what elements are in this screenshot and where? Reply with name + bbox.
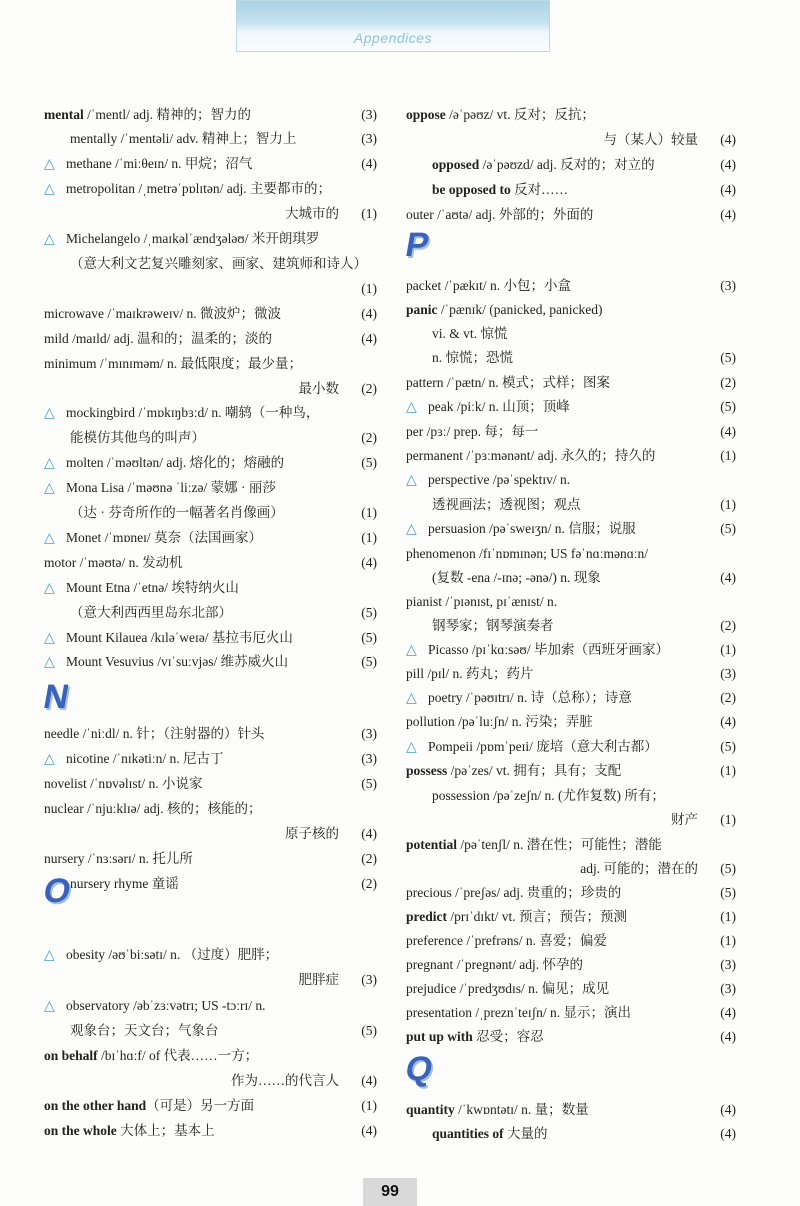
entry-text: /pəˈtenʃl/ n. 潜在性；可能性；潜能 <box>457 837 662 852</box>
entry-headword: quantity <box>406 1102 455 1117</box>
entry-unit: (5) <box>361 1023 377 1038</box>
entry-text: （意大利文艺复兴雕刻家、画家、建筑师和诗人） <box>70 256 367 271</box>
entry-text: （达 · 芬奇所作的一幅著名肖像画） <box>70 505 284 520</box>
entry-text: 忍受；容忍 <box>472 1029 544 1044</box>
triangle-icon: △ <box>44 456 55 471</box>
entry-unit: (1) <box>361 505 377 520</box>
entry-unit: (4) <box>361 331 377 346</box>
entry-headword: potential <box>406 837 458 852</box>
entry-text: /ˈkwɒntətɪ/ n. 量；数量 <box>454 1102 589 1117</box>
entry-unit: (2) <box>361 381 377 396</box>
entry-unit: (2) <box>720 618 736 633</box>
entry-text: pregnant /ˈpregnənt/ adj. 怀孕的 <box>406 957 583 972</box>
entry-text: methane /ˈmiːθeɪn/ n. 甲烷；沼气 <box>66 156 253 171</box>
entry-headword: panic <box>406 302 438 317</box>
entry-text: 反对…… <box>510 182 569 197</box>
entry-unit: (4) <box>720 424 736 439</box>
entry-unit: (4) <box>720 182 736 197</box>
entry-unit: (4) <box>361 1073 377 1088</box>
entry-unit: (1) <box>720 497 736 512</box>
entry-text: nursery rhyme 童谣 <box>70 876 179 891</box>
section-letter-n: N <box>40 678 72 716</box>
entry-unit: (1) <box>720 933 736 948</box>
triangle-icon: △ <box>44 481 55 496</box>
entry-text: /ˈpænɪk/ (panicked, panicked) <box>437 302 603 317</box>
entry-text: phenomenon /fɪˈnɒmɪnən; US fəˈnɑːmənɑːn/ <box>406 546 649 561</box>
entry-text: 最小数 <box>298 381 339 396</box>
entry-text: /əˈpəʊzd/ adj. 反对的；对立的 <box>479 157 655 172</box>
entry-headword: on the other hand <box>44 1098 147 1113</box>
triangle-icon: △ <box>406 643 417 658</box>
entry-unit: (1) <box>720 763 736 778</box>
triangle-icon: △ <box>44 752 55 767</box>
entry-unit: (1) <box>361 530 377 545</box>
entry-text: obesity /əʊˈbiːsətɪ/ n. （过度）肥胖； <box>66 947 279 962</box>
entry-text: /prɪˈdɪkt/ vt. 预言；预告；预测 <box>447 909 627 924</box>
entry-text: （意大利西西里岛东北部） <box>70 605 232 620</box>
banner-title: Appendices <box>353 30 433 46</box>
triangle-icon: △ <box>44 182 55 197</box>
entry-unit: (4) <box>720 1126 736 1141</box>
entry-unit: (3) <box>361 107 377 122</box>
entry-headword: opposed <box>432 157 480 172</box>
entry-text: vi. & vt. 惊慌 <box>432 326 508 341</box>
entry-unit: (3) <box>720 981 736 996</box>
entry-unit: (4) <box>361 156 377 171</box>
entry-unit: (4) <box>361 1123 377 1138</box>
triangle-icon: △ <box>44 948 55 963</box>
entry-text: 大量的 <box>503 1126 548 1141</box>
entry-unit: (4) <box>720 1102 736 1117</box>
entry-text: perspective /pəˈspektɪv/ n. <box>428 472 571 487</box>
entry-unit: (4) <box>720 132 736 147</box>
section-letter-q: Q <box>402 1050 436 1088</box>
entry-unit: (5) <box>361 605 377 620</box>
entry-headword: on the whole <box>44 1123 117 1138</box>
entry-unit: (3) <box>720 278 736 293</box>
entry-text: mentally /ˈmentəli/ adv. 精神上；智力上 <box>70 131 297 146</box>
entry-unit: (4) <box>720 1005 736 1020</box>
entry-text: Mount Kilauea /kɪləˈweɪə/ 基拉韦厄火山 <box>66 630 293 645</box>
entry-text: nuclear /ˈnjuːklɪə/ adj. 核的；核能的； <box>44 801 262 816</box>
entry-text: permanent /ˈpɜːmənənt/ adj. 永久的；持久的 <box>406 448 656 463</box>
entry-text: precious /ˈpreʃəs/ adj. 贵重的；珍贵的 <box>406 885 622 900</box>
entry-unit: (5) <box>720 521 736 536</box>
entry-text: 钢琴家；钢琴演奏者 <box>432 618 554 633</box>
triangle-icon: △ <box>406 522 417 537</box>
entry-text: 能模仿其他鸟的叫声） <box>70 430 205 445</box>
entry-text: per /pɜː/ prep. 每；每一 <box>406 424 539 439</box>
entry-text: 大体上；基本上 <box>116 1123 215 1138</box>
entry-unit: (3) <box>361 131 377 146</box>
triangle-icon: △ <box>406 691 417 706</box>
entry-text: Mount Etna /ˈetnə/ 埃特纳火山 <box>66 580 239 595</box>
entry-text: peak /piːk/ n. 山顶；顶峰 <box>428 399 570 414</box>
entry-unit: (3) <box>361 726 377 741</box>
appendices-banner <box>236 0 550 52</box>
entry-unit: (1) <box>361 281 377 296</box>
entry-text: Monet /ˈmɒneɪ/ 莫奈（法国画家） <box>66 530 263 545</box>
entry-text: prejudice /ˈpredʒʊdɪs/ n. 偏见；成见 <box>406 981 610 996</box>
entry-text: nursery /ˈnɜːsərɪ/ n. 托儿所 <box>44 851 193 866</box>
entry-text: Mona Lisa /ˈməʊnə ˈliːzə/ 蒙娜 · 丽莎 <box>66 480 276 495</box>
entry-headword: quantities of <box>432 1126 504 1141</box>
entry-unit: (1) <box>720 642 736 657</box>
entry-unit: (1) <box>361 1098 377 1113</box>
entry-text: /bɪˈhɑːf/ of 代表……一方； <box>97 1048 259 1063</box>
entry-headword: put up with <box>406 1029 473 1044</box>
entry-text: 原子核的 <box>285 826 339 841</box>
triangle-icon: △ <box>44 531 55 546</box>
entry-text: 与（某人）较量 <box>603 132 698 147</box>
entry-text: molten /ˈməʊltən/ adj. 熔化的；熔融的 <box>66 455 285 470</box>
entry-text: nicotine /ˈnɪkətiːn/ n. 尼古丁 <box>66 751 224 766</box>
entry-unit: (4) <box>720 157 736 172</box>
entry-text: Michelangelo /ˌmaɪkəlˈændʒələʊ/ 米开朗琪罗 <box>66 231 320 246</box>
entry-unit: (4) <box>720 714 736 729</box>
triangle-icon: △ <box>44 581 55 596</box>
triangle-icon: △ <box>44 655 55 670</box>
entry-text: needle /ˈniːdl/ n. 针；（注射器的）针头 <box>44 726 265 741</box>
entry-unit: (5) <box>720 885 736 900</box>
entry-text: novelist /ˈnɒvəlɪst/ n. 小说家 <box>44 776 203 791</box>
entry-text: mockingbird /ˈmɒkɪŋbɜːd/ n. 嘲鸫（一种鸟， <box>66 405 320 420</box>
triangle-icon: △ <box>44 406 55 421</box>
entry-text: /ˈmentl/ adj. 精神的；智力的 <box>83 107 251 122</box>
entry-text: pattern /ˈpætn/ n. 模式；式样；图案 <box>406 375 610 390</box>
entry-unit: (4) <box>361 306 377 321</box>
entry-text: motor /ˈməʊtə/ n. 发动机 <box>44 555 183 570</box>
entry-headword: possess <box>406 763 448 778</box>
triangle-icon: △ <box>44 157 55 172</box>
entry-text: presentation /ˌpreznˈteɪʃn/ n. 显示；演出 <box>406 1005 631 1020</box>
entry-text: packet /ˈpækɪt/ n. 小包；小盒 <box>406 278 571 293</box>
entry-text: Pompeii /pɒmˈpeɪi/ 庞培（意大利古都） <box>428 739 658 754</box>
entry-unit: (2) <box>361 876 377 891</box>
triangle-icon: △ <box>406 740 417 755</box>
entry-text: persuasion /pəˈsweɪʒn/ n. 信服；说服 <box>428 521 636 536</box>
entry-unit: (1) <box>720 448 736 463</box>
entry-text: pianist /ˈpɪənɪst, pɪˈænɪst/ n. <box>406 594 558 609</box>
entry-unit: (2) <box>720 690 736 705</box>
entry-text: 透视画法；透视图；观点 <box>432 497 581 512</box>
entry-unit: (5) <box>361 455 377 470</box>
entry-unit: (2) <box>720 375 736 390</box>
entry-unit: (5) <box>720 399 736 414</box>
entry-unit: (1) <box>361 206 377 221</box>
entry-text: poetry /ˈpəʊɪtrɪ/ n. 诗（总称）；诗意 <box>428 690 632 705</box>
entry-text: n. 惊慌；恐慌 <box>432 350 513 365</box>
entry-text: /pəˈzes/ vt. 拥有；具有；支配 <box>447 763 622 778</box>
entry-text: （可是）另一方面 <box>146 1098 255 1113</box>
entry-unit: (2) <box>361 430 377 445</box>
entry-text: 财产 <box>671 812 698 827</box>
entry-text: 观象台；天文台；气象台 <box>70 1023 219 1038</box>
entry-unit: (1) <box>720 812 736 827</box>
entry-text: Picasso /pɪˈkɑːsəʊ/ 毕加索（西班牙画家） <box>428 642 669 657</box>
entry-text: outer /ˈaʊtə/ adj. 外部的；外面的 <box>406 207 594 222</box>
entry-unit: (4) <box>720 570 736 585</box>
entry-text: Mount Vesuvius /vɪˈsuːvjəs/ 维苏威火山 <box>66 654 289 669</box>
entry-unit: (4) <box>361 555 377 570</box>
entry-text: pollution /pəˈluːʃn/ n. 污染；弄脏 <box>406 714 593 729</box>
entry-unit: (1) <box>720 909 736 924</box>
entry-unit: (3) <box>720 957 736 972</box>
entry-headword: predict <box>406 909 447 924</box>
entry-unit: (4) <box>361 826 377 841</box>
entry-headword: mental <box>44 107 84 122</box>
entry-unit: (2) <box>361 851 377 866</box>
entry-text: possession /pəˈzeʃn/ n. (尤作复数) 所有； <box>432 788 665 803</box>
entry-text: microwave /ˈmaɪkrəweɪv/ n. 微波炉；微波 <box>44 306 281 321</box>
entry-headword: be opposed to <box>432 182 511 197</box>
entry-headword: on behalf <box>44 1048 98 1063</box>
entry-unit: (4) <box>720 1029 736 1044</box>
page-number: 99 <box>363 1178 417 1206</box>
entry-headword: oppose <box>406 107 446 122</box>
triangle-icon: △ <box>44 631 55 646</box>
entry-text: observatory /əbˈzɜːvətrɪ; US -tɔːrɪ/ n. <box>66 998 266 1013</box>
entry-text: pill /pɪl/ n. 药丸；药片 <box>406 666 534 681</box>
triangle-icon: △ <box>406 473 417 488</box>
entry-text: mild /maɪld/ adj. 温和的；温柔的；淡的 <box>44 331 272 346</box>
entry-unit: (5) <box>361 776 377 791</box>
entry-unit: (3) <box>361 751 377 766</box>
entry-text: metropolitan /ˌmetrəˈpɒlɪtən/ adj. 主要都市的； <box>66 181 332 196</box>
section-letter-p: P <box>402 226 433 264</box>
entry-text: adj. 可能的；潜在的 <box>580 861 698 876</box>
entry-unit: (4) <box>720 207 736 222</box>
entry-unit: (5) <box>361 654 377 669</box>
section-letter-o: O <box>40 872 74 910</box>
entry-unit: (3) <box>720 666 736 681</box>
entry-text: 大城市的 <box>285 206 339 221</box>
entry-unit: (5) <box>720 350 736 365</box>
triangle-icon: △ <box>44 999 55 1014</box>
entry-text: 作为……的代言人 <box>231 1073 339 1088</box>
entry-text: /əˈpəʊz/ vt. 反对；反抗； <box>445 107 595 122</box>
entry-text: (复数 -ena /-ɪnə; -ənə/) n. 现象 <box>432 570 601 585</box>
triangle-icon: △ <box>406 400 417 415</box>
entry-unit: (3) <box>361 972 377 987</box>
entry-unit: (5) <box>720 861 736 876</box>
triangle-icon: △ <box>44 232 55 247</box>
entry-unit: (5) <box>361 630 377 645</box>
entry-text: 肥胖症 <box>298 972 339 987</box>
entry-text: minimum /ˈmɪnɪməm/ n. 最低限度；最少量； <box>44 356 302 371</box>
entry-unit: (5) <box>720 739 736 754</box>
entry-text: preference /ˈprefrəns/ n. 喜爱；偏爱 <box>406 933 607 948</box>
